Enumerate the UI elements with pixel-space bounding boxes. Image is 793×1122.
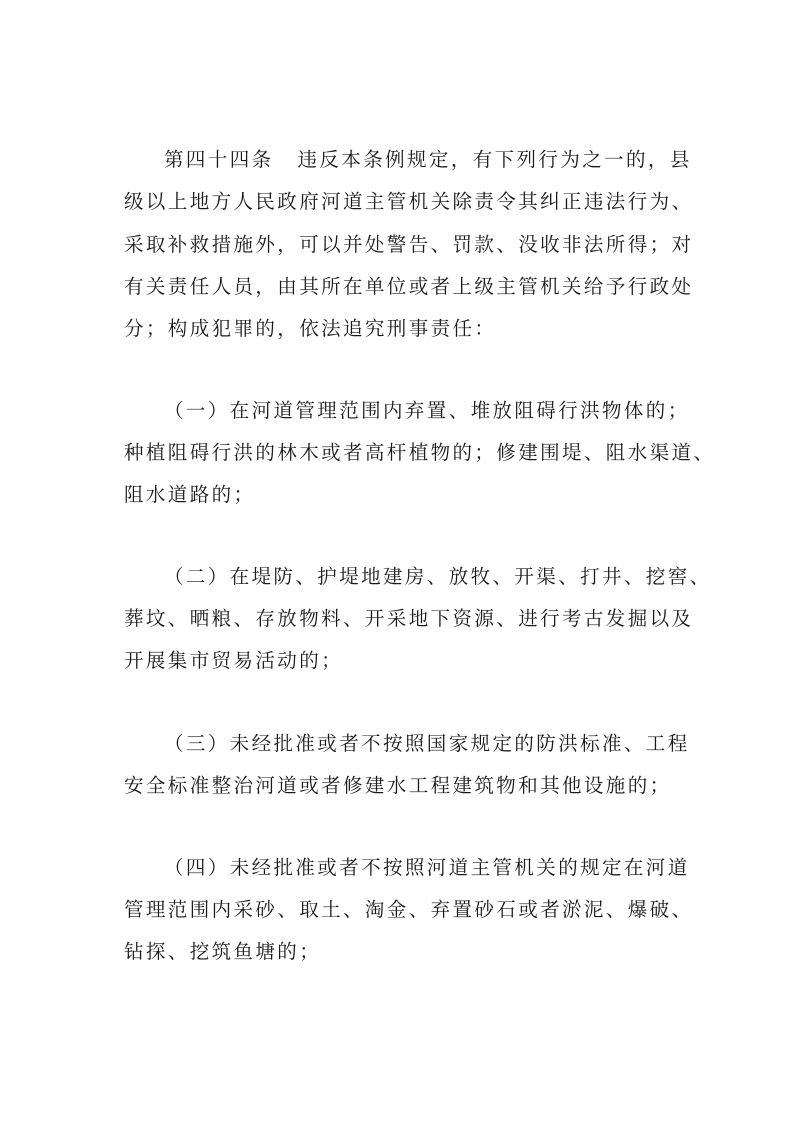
article-text-line: 采取补救措施外，可以并处警告、罚款、没收非法所得；对: [124, 233, 694, 256]
article-first-line: [164, 148, 724, 172]
article-text-line: 分；构成犯罪的，依法追究刑事责任：: [124, 317, 497, 340]
item-line: 管理范围内采砂、取土、淘金、弃置砂石或者淤泥、爆破、: [124, 898, 694, 921]
article-text-line: 有关责任人员，由其所在单位或者上级主管机关给予行政处: [124, 275, 694, 298]
item-line: 安全标准整治河道或者修建水工程建筑物和其他设施的；: [124, 774, 672, 797]
item-line: （四）未经批准或者不按照河道主管机关的规定在河道: [164, 856, 690, 879]
item-line: （三）未经批准或者不按照国家规定的防洪标准、工程: [164, 732, 690, 755]
article-text-line: 级以上地方人民政府河道主管机关除责令其纠正违法行为、: [124, 190, 694, 213]
item-line: （二）在堤防、护堤地建房、放牧、开渠、打井、挖窖、: [164, 565, 712, 588]
item-line: 开展集市贸易活动的；: [124, 649, 344, 672]
article-heading: 第四十四条: [164, 148, 274, 171]
item-line: 阻水道路的；: [124, 483, 256, 506]
article-text-line: 违反本条例规定，有下列行为之一的，县: [297, 148, 692, 171]
item-line: 葬坟、晒粮、存放物料、开采地下资源、进行考古发掘以及: [124, 607, 694, 630]
item-line: 钻探、挖筑鱼塘的；: [124, 940, 322, 963]
item-line: 种植阻碍行洪的林木或者高杆植物的；修建围堤、阻水渠道、: [124, 441, 716, 464]
item-line: （一）在河道管理范围内弃置、堆放阻碍行洪物体的；: [164, 399, 690, 422]
